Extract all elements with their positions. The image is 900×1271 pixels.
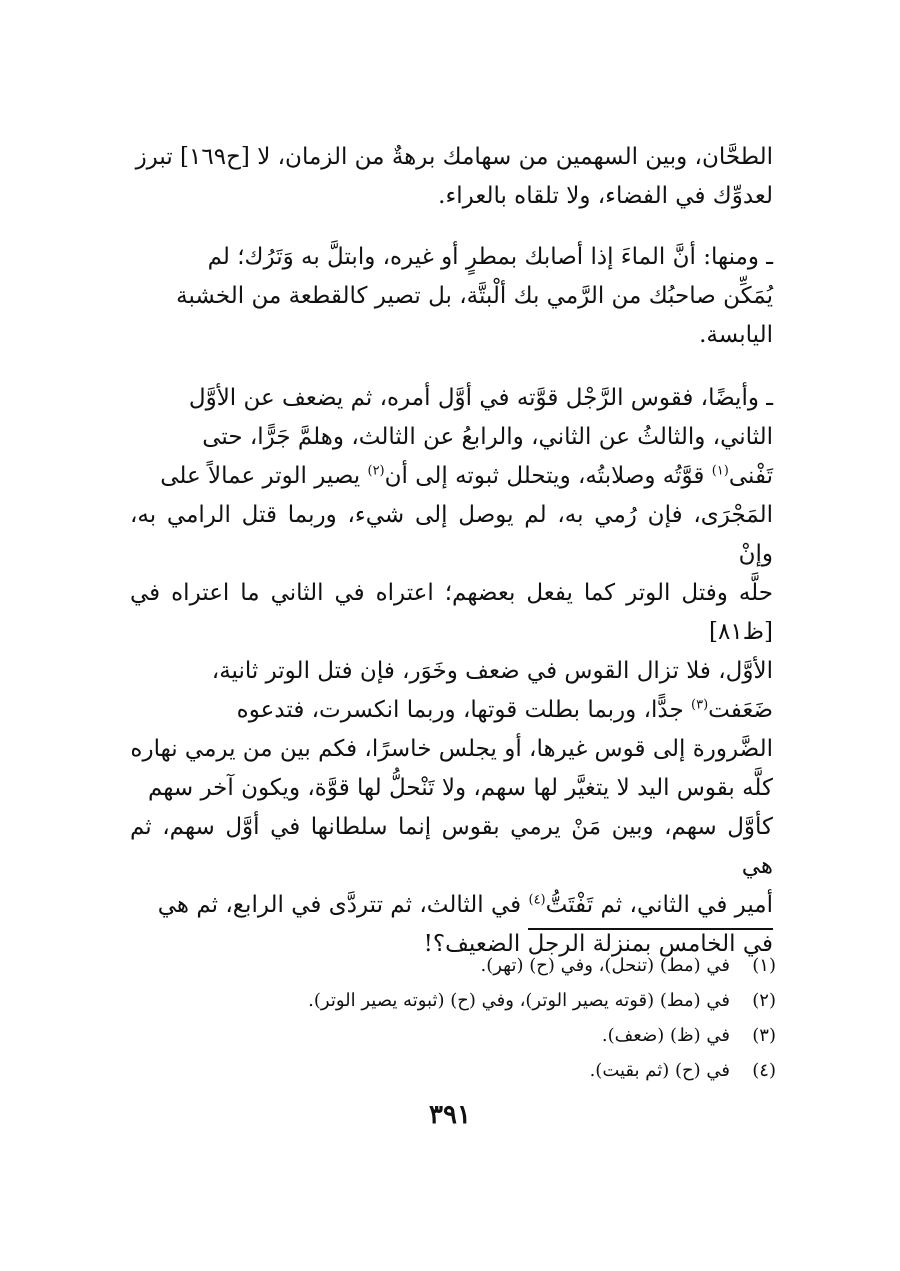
footnote-item [136, 983, 776, 1018]
footnote-number: (٤) [752, 1060, 776, 1081]
footnote-marker-3[interactable]: (٣) [691, 697, 709, 713]
text-segment: جدًّا، وربما بطلت قوتها، وربما انكسرت، فتدعوه [236, 697, 684, 723]
footnote-text: في (مط) (قوته يصير الوتر)، وفي (ح) (ثبوته يصير الوتر). [308, 990, 730, 1011]
footnote-item [136, 948, 776, 983]
text-line: المَجْرَى، فإن رُمي به، لم يوصل إلى شيء، وربما قتل الرامي به، وإنْ [130, 502, 773, 567]
page-body [130, 138, 773, 964]
text-segment: قوَّتُه وصلابتُه، ويتحلل ثبوته إلى أن [384, 463, 705, 489]
paragraph-1 [130, 138, 773, 216]
footnote-number: (١) [752, 955, 776, 976]
text-line: اليابسة. [699, 322, 773, 348]
text-segment: يصير الوتر عمالاً على [160, 463, 361, 489]
text-segment: أمير في الثاني، ثم تَفْتَتُّ [545, 892, 773, 918]
footnote-number: (٢) [752, 990, 776, 1011]
footnote-text: في (ظ) (ضعف). [601, 1025, 730, 1046]
text-segment: ضَعَفت [708, 697, 773, 723]
footnotes-list [136, 948, 776, 1088]
text-line-with-footnote [130, 691, 773, 730]
text-line: الأوَّل، فلا تزال القوس في ضعف وخَوَر، فإن فتل الوتر ثانية، [211, 658, 773, 684]
text-line-with-footnotes [130, 457, 773, 496]
text-line: يُمَكِّن صاحبُك من الرَّمي بك ألْبتَّة، بل تصير كالقطعة من الخشبة [176, 283, 773, 309]
text-line: كلَّه بقوس اليد لا يتغيَّر لها سهم، ولا تَنْحلُّ لها قوَّة، ويكون آخر سهم [147, 775, 773, 801]
footnote-item [136, 1053, 776, 1088]
footnote-text: في (مط) (تنحل)، وفي (ح) (تهر). [480, 955, 730, 976]
footnote-marker-2[interactable]: (٢) [367, 463, 385, 479]
paragraph-2 [130, 238, 773, 355]
text-line: كأوَّل سهم، وبين مَنْ يرمي بقوس إنما سلطانها في أوَّل سهم، ثم هي [130, 814, 773, 879]
text-line-with-footnote [130, 886, 773, 925]
text-line: حلَّه وفتل الوتر كما يفعل بعضهم؛ اعتراه في الثاني ما اعتراه في [ظ٨١] [130, 580, 773, 645]
text-line: الضَّرورة إلى قوس غيرها، أو يجلس خاسرًا، فكم بين من يرمي نهاره [130, 736, 773, 762]
text-segment: في الثالث، ثم تتردَّى في الرابع، ثم هي [157, 892, 522, 918]
paragraph-3 [130, 379, 773, 964]
text-line: ـ وأيضًا، فقوس الرَّجْل قوَّته في أوَّل أمره، ثم يضعف عن الأوَّل [188, 385, 773, 411]
text-line: ـ ومنها: أنَّ الماءَ إذا أصابك بمطرٍ أو غيره، وابتلَّ به وَتَرُك؛ لم [207, 244, 773, 270]
footnote-number: (٣) [752, 1025, 776, 1046]
text-line: الثاني، والثالثُ عن الثاني، والرابعُ عن الثالث، وهلمَّ جَرًّا، حتى [202, 424, 773, 450]
text-line: لعدوِّك في الفضاء، ولا تلقاه بالعراء. [438, 183, 773, 209]
text-line: الطحَّان، وبين السهمين من سهامك برهةٌ من الزمان، لا [ح١٦٩] تبرز [135, 144, 773, 170]
text-segment: تَفْنى [728, 463, 773, 489]
footnote-marker-1[interactable]: (١) [711, 463, 729, 479]
page-number: ٣٩١ [429, 1100, 471, 1130]
footnote-text: في (ح) (ثم بقيت). [589, 1060, 730, 1081]
footnote-divider [528, 928, 773, 930]
text-line: في الخامس بمنزلة الرجل الضعيف؟! [423, 931, 773, 957]
footnote-marker-4[interactable]: (٤) [528, 892, 546, 908]
footnote-item [136, 1018, 776, 1053]
